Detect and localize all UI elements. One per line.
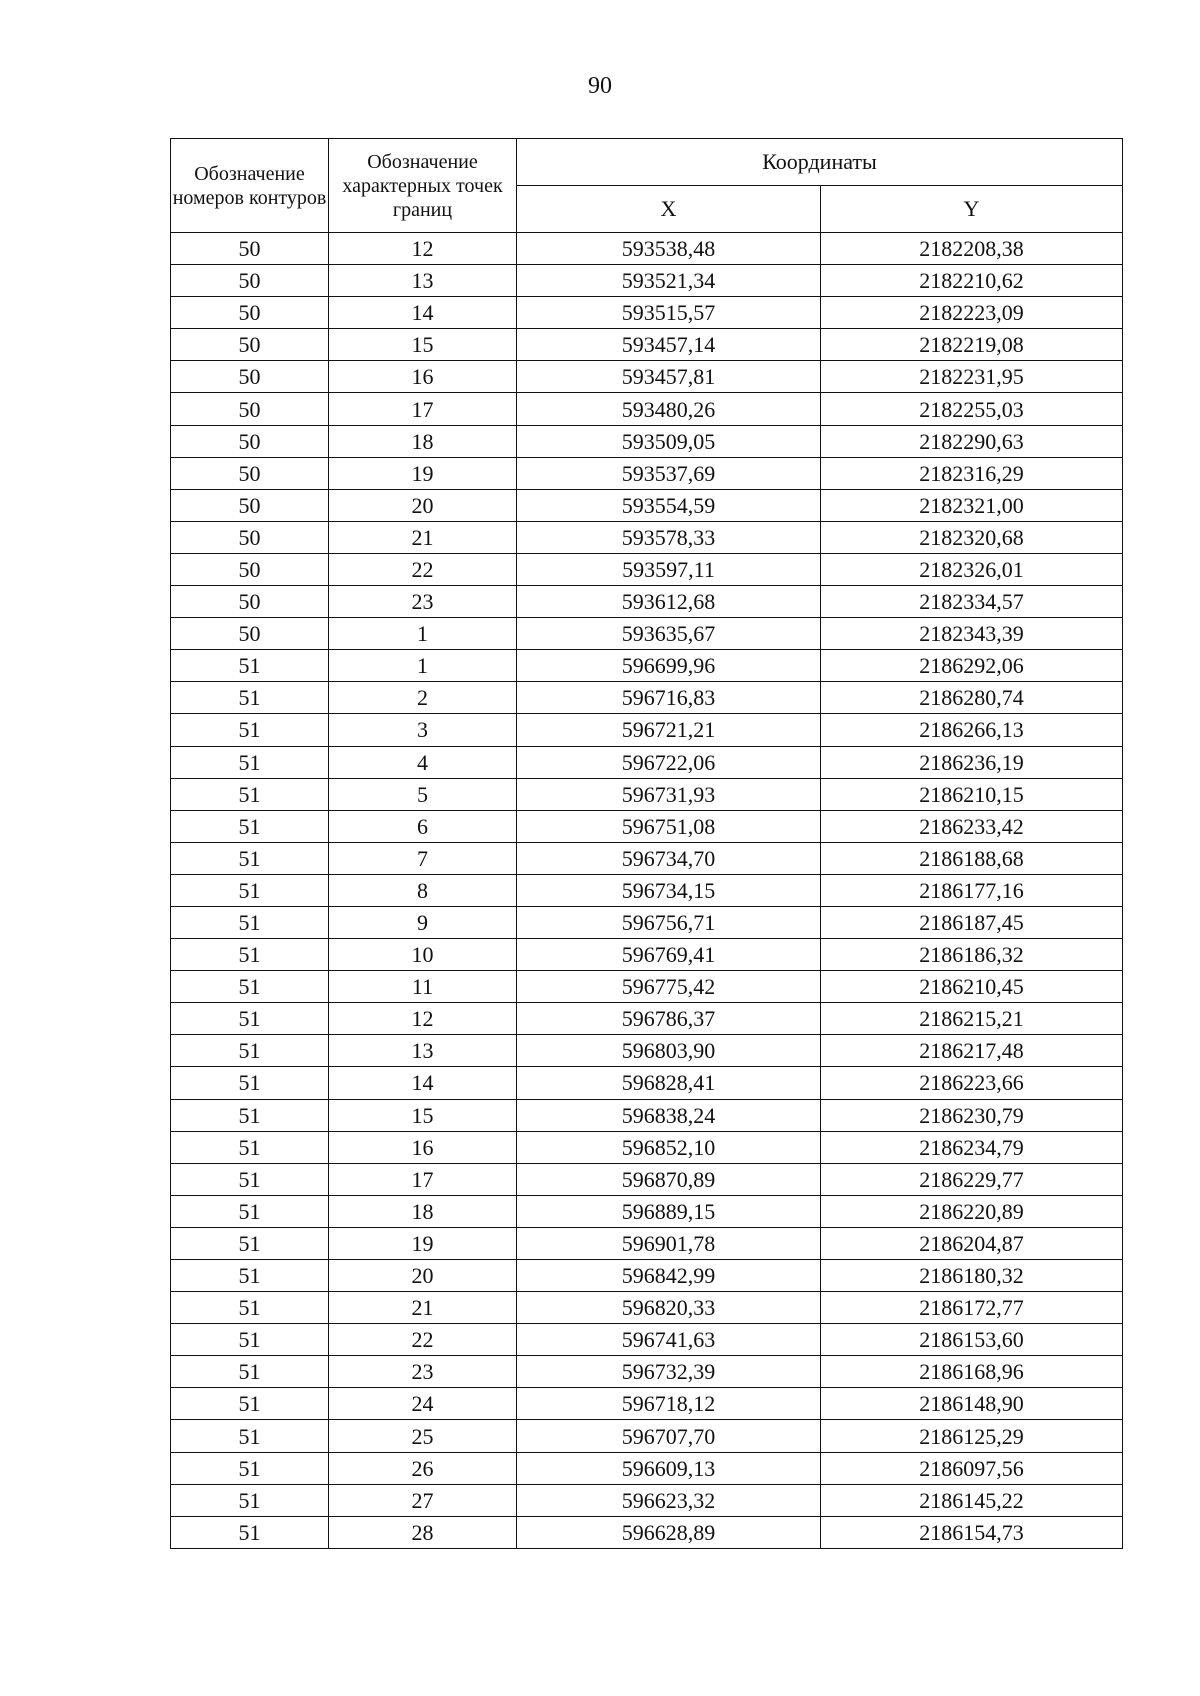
cell-x: 593509,05	[517, 425, 821, 457]
cell-point-number: 16	[329, 1131, 517, 1163]
cell-x: 596741,63	[517, 1324, 821, 1356]
cell-y: 2186217,48	[821, 1035, 1123, 1067]
cell-x: 596852,10	[517, 1131, 821, 1163]
cell-x: 593457,14	[517, 329, 821, 361]
cell-point-number: 3	[329, 714, 517, 746]
cell-point-number: 11	[329, 971, 517, 1003]
table-row	[171, 650, 1123, 682]
table-row	[171, 1420, 1123, 1452]
cell-x: 596716,83	[517, 682, 821, 714]
table-row	[171, 1324, 1123, 1356]
cell-point-number: 7	[329, 842, 517, 874]
cell-y: 2186187,45	[821, 906, 1123, 938]
cell-point-number: 14	[329, 297, 517, 329]
cell-point-number: 21	[329, 521, 517, 553]
cell-point-number: 17	[329, 393, 517, 425]
cell-contour-number: 51	[171, 1163, 329, 1195]
table-row	[171, 971, 1123, 1003]
cell-point-number: 13	[329, 1035, 517, 1067]
cell-y: 2182231,95	[821, 361, 1123, 393]
cell-point-number: 13	[329, 265, 517, 297]
cell-contour-number: 51	[171, 1067, 329, 1099]
table-row	[171, 714, 1123, 746]
table-row	[171, 1388, 1123, 1420]
cell-contour-number: 50	[171, 393, 329, 425]
cell-y: 2186186,32	[821, 939, 1123, 971]
table-row	[171, 1292, 1123, 1324]
cell-contour-number: 51	[171, 1516, 329, 1548]
cell-y: 2186125,29	[821, 1420, 1123, 1452]
header-boundary-point: Обозначение характерных точек границ	[329, 139, 517, 233]
cell-contour-number: 51	[171, 1227, 329, 1259]
cell-point-number: 15	[329, 329, 517, 361]
cell-point-number: 18	[329, 425, 517, 457]
cell-contour-number: 51	[171, 971, 329, 1003]
table-row	[171, 1227, 1123, 1259]
table-row	[171, 265, 1123, 297]
cell-point-number: 22	[329, 1324, 517, 1356]
cell-x: 596609,13	[517, 1452, 821, 1484]
cell-y: 2186210,15	[821, 778, 1123, 810]
table-row	[171, 746, 1123, 778]
cell-x: 596803,90	[517, 1035, 821, 1067]
table-row	[171, 1099, 1123, 1131]
cell-point-number: 20	[329, 489, 517, 521]
cell-point-number: 27	[329, 1484, 517, 1516]
cell-contour-number: 51	[171, 1388, 329, 1420]
cell-x: 596718,12	[517, 1388, 821, 1420]
table-row	[171, 810, 1123, 842]
cell-point-number: 15	[329, 1099, 517, 1131]
table-row	[171, 489, 1123, 521]
cell-point-number: 17	[329, 1163, 517, 1195]
cell-x: 596731,93	[517, 778, 821, 810]
cell-y: 2186180,32	[821, 1260, 1123, 1292]
cell-contour-number: 51	[171, 874, 329, 906]
header-coordinates: Координаты	[517, 139, 1123, 186]
cell-contour-number: 51	[171, 746, 329, 778]
table-row	[171, 233, 1123, 265]
cell-contour-number: 50	[171, 521, 329, 553]
cell-x: 593635,67	[517, 618, 821, 650]
cell-x: 596756,71	[517, 906, 821, 938]
table-row	[171, 329, 1123, 361]
cell-contour-number: 51	[171, 1195, 329, 1227]
cell-contour-number: 51	[171, 1324, 329, 1356]
cell-x: 596722,06	[517, 746, 821, 778]
table-row	[171, 586, 1123, 618]
table-row	[171, 906, 1123, 938]
cell-y: 2182326,01	[821, 553, 1123, 585]
cell-x: 596838,24	[517, 1099, 821, 1131]
cell-point-number: 4	[329, 746, 517, 778]
cell-point-number: 22	[329, 553, 517, 585]
table-row	[171, 521, 1123, 553]
cell-contour-number: 51	[171, 906, 329, 938]
cell-y: 2186172,77	[821, 1292, 1123, 1324]
table-row	[171, 393, 1123, 425]
cell-y: 2186145,22	[821, 1484, 1123, 1516]
cell-contour-number: 51	[171, 1452, 329, 1484]
header-x: X	[517, 186, 821, 233]
cell-point-number: 9	[329, 906, 517, 938]
cell-contour-number: 50	[171, 425, 329, 457]
cell-point-number: 24	[329, 1388, 517, 1420]
cell-contour-number: 51	[171, 1292, 329, 1324]
table-row	[171, 778, 1123, 810]
cell-y: 2182334,57	[821, 586, 1123, 618]
cell-contour-number: 50	[171, 361, 329, 393]
table-header	[171, 139, 1123, 233]
cell-x: 596707,70	[517, 1420, 821, 1452]
table-row	[171, 1003, 1123, 1035]
cell-x: 596734,70	[517, 842, 821, 874]
cell-x: 593538,48	[517, 233, 821, 265]
cell-x: 593480,26	[517, 393, 821, 425]
cell-y: 2182343,39	[821, 618, 1123, 650]
cell-point-number: 8	[329, 874, 517, 906]
table-row	[171, 1260, 1123, 1292]
cell-y: 2186292,06	[821, 650, 1123, 682]
table-row	[171, 1163, 1123, 1195]
cell-y: 2186266,13	[821, 714, 1123, 746]
cell-point-number: 19	[329, 1227, 517, 1259]
table-row	[171, 1356, 1123, 1388]
table-row	[171, 874, 1123, 906]
cell-x: 596751,08	[517, 810, 821, 842]
cell-contour-number: 50	[171, 265, 329, 297]
cell-y: 2186229,77	[821, 1163, 1123, 1195]
cell-y: 2182219,08	[821, 329, 1123, 361]
table-row	[171, 553, 1123, 585]
cell-y: 2182320,68	[821, 521, 1123, 553]
cell-x: 593457,81	[517, 361, 821, 393]
cell-point-number: 12	[329, 233, 517, 265]
cell-point-number: 21	[329, 1292, 517, 1324]
table-row	[171, 939, 1123, 971]
cell-contour-number: 51	[171, 650, 329, 682]
cell-y: 2186177,16	[821, 874, 1123, 906]
cell-contour-number: 51	[171, 939, 329, 971]
cell-x: 593521,34	[517, 265, 821, 297]
cell-contour-number: 51	[171, 1003, 329, 1035]
cell-y: 2182223,09	[821, 297, 1123, 329]
cell-contour-number: 50	[171, 586, 329, 618]
cell-y: 2182290,63	[821, 425, 1123, 457]
cell-x: 593612,68	[517, 586, 821, 618]
cell-x: 593515,57	[517, 297, 821, 329]
cell-x: 596623,32	[517, 1484, 821, 1516]
cell-contour-number: 51	[171, 778, 329, 810]
table-row	[171, 425, 1123, 457]
cell-x: 596721,21	[517, 714, 821, 746]
cell-point-number: 18	[329, 1195, 517, 1227]
cell-x: 593537,69	[517, 457, 821, 489]
cell-point-number: 2	[329, 682, 517, 714]
cell-y: 2186210,45	[821, 971, 1123, 1003]
cell-y: 2186280,74	[821, 682, 1123, 714]
cell-point-number: 26	[329, 1452, 517, 1484]
cell-contour-number: 50	[171, 233, 329, 265]
cell-x: 596734,15	[517, 874, 821, 906]
table-row	[171, 1452, 1123, 1484]
cell-point-number: 23	[329, 586, 517, 618]
cell-contour-number: 51	[171, 1131, 329, 1163]
cell-point-number: 1	[329, 618, 517, 650]
cell-x: 596699,96	[517, 650, 821, 682]
cell-x: 593578,33	[517, 521, 821, 553]
table-row	[171, 1131, 1123, 1163]
cell-point-number: 25	[329, 1420, 517, 1452]
cell-y: 2186153,60	[821, 1324, 1123, 1356]
cell-x: 593554,59	[517, 489, 821, 521]
cell-contour-number: 51	[171, 1484, 329, 1516]
cell-point-number: 1	[329, 650, 517, 682]
cell-x: 596870,89	[517, 1163, 821, 1195]
cell-contour-number: 50	[171, 618, 329, 650]
cell-x: 596842,99	[517, 1260, 821, 1292]
cell-point-number: 16	[329, 361, 517, 393]
cell-contour-number: 50	[171, 297, 329, 329]
cell-y: 2186234,79	[821, 1131, 1123, 1163]
cell-y: 2186215,21	[821, 1003, 1123, 1035]
table-row	[171, 297, 1123, 329]
table-row	[171, 1484, 1123, 1516]
cell-y: 2186236,19	[821, 746, 1123, 778]
table-row	[171, 1067, 1123, 1099]
cell-contour-number: 50	[171, 457, 329, 489]
cell-contour-number: 51	[171, 714, 329, 746]
cell-x: 596901,78	[517, 1227, 821, 1259]
cell-x: 593597,11	[517, 553, 821, 585]
cell-y: 2186097,56	[821, 1452, 1123, 1484]
coordinates-table	[170, 138, 1123, 1549]
cell-x: 596786,37	[517, 1003, 821, 1035]
cell-y: 2186204,87	[821, 1227, 1123, 1259]
cell-y: 2186154,73	[821, 1516, 1123, 1548]
cell-y: 2186230,79	[821, 1099, 1123, 1131]
cell-x: 596820,33	[517, 1292, 821, 1324]
cell-contour-number: 51	[171, 1099, 329, 1131]
cell-y: 2186233,42	[821, 810, 1123, 842]
cell-x: 596732,39	[517, 1356, 821, 1388]
table-row	[171, 842, 1123, 874]
cell-contour-number: 51	[171, 810, 329, 842]
table-row	[171, 1516, 1123, 1548]
cell-y: 2186148,90	[821, 1388, 1123, 1420]
table-row	[171, 361, 1123, 393]
cell-contour-number: 51	[171, 682, 329, 714]
cell-point-number: 5	[329, 778, 517, 810]
cell-x: 596775,42	[517, 971, 821, 1003]
cell-point-number: 20	[329, 1260, 517, 1292]
cell-y: 2182255,03	[821, 393, 1123, 425]
cell-y: 2186168,96	[821, 1356, 1123, 1388]
cell-y: 2186223,66	[821, 1067, 1123, 1099]
cell-point-number: 23	[329, 1356, 517, 1388]
cell-x: 596889,15	[517, 1195, 821, 1227]
table-row	[171, 1195, 1123, 1227]
cell-y: 2186188,68	[821, 842, 1123, 874]
cell-point-number: 14	[329, 1067, 517, 1099]
table-row	[171, 618, 1123, 650]
cell-point-number: 6	[329, 810, 517, 842]
cell-x: 596828,41	[517, 1067, 821, 1099]
cell-contour-number: 51	[171, 1356, 329, 1388]
header-y: Y	[821, 186, 1123, 233]
cell-y: 2182321,00	[821, 489, 1123, 521]
cell-point-number: 19	[329, 457, 517, 489]
cell-point-number: 28	[329, 1516, 517, 1548]
cell-contour-number: 51	[171, 842, 329, 874]
cell-x: 596769,41	[517, 939, 821, 971]
cell-contour-number: 50	[171, 489, 329, 521]
cell-y: 2182208,38	[821, 233, 1123, 265]
cell-contour-number: 51	[171, 1260, 329, 1292]
table-row	[171, 682, 1123, 714]
cell-x: 596628,89	[517, 1516, 821, 1548]
table-row	[171, 1035, 1123, 1067]
header-contour-number: Обозначение номеров контуров	[171, 139, 329, 233]
cell-y: 2182210,62	[821, 265, 1123, 297]
table-body	[171, 233, 1123, 1549]
table-row	[171, 457, 1123, 489]
page-number: 90	[588, 73, 612, 99]
cell-y: 2186220,89	[821, 1195, 1123, 1227]
cell-contour-number: 51	[171, 1035, 329, 1067]
cell-contour-number: 50	[171, 329, 329, 361]
cell-y: 2182316,29	[821, 457, 1123, 489]
cell-contour-number: 51	[171, 1420, 329, 1452]
cell-contour-number: 50	[171, 553, 329, 585]
cell-point-number: 12	[329, 1003, 517, 1035]
cell-point-number: 10	[329, 939, 517, 971]
